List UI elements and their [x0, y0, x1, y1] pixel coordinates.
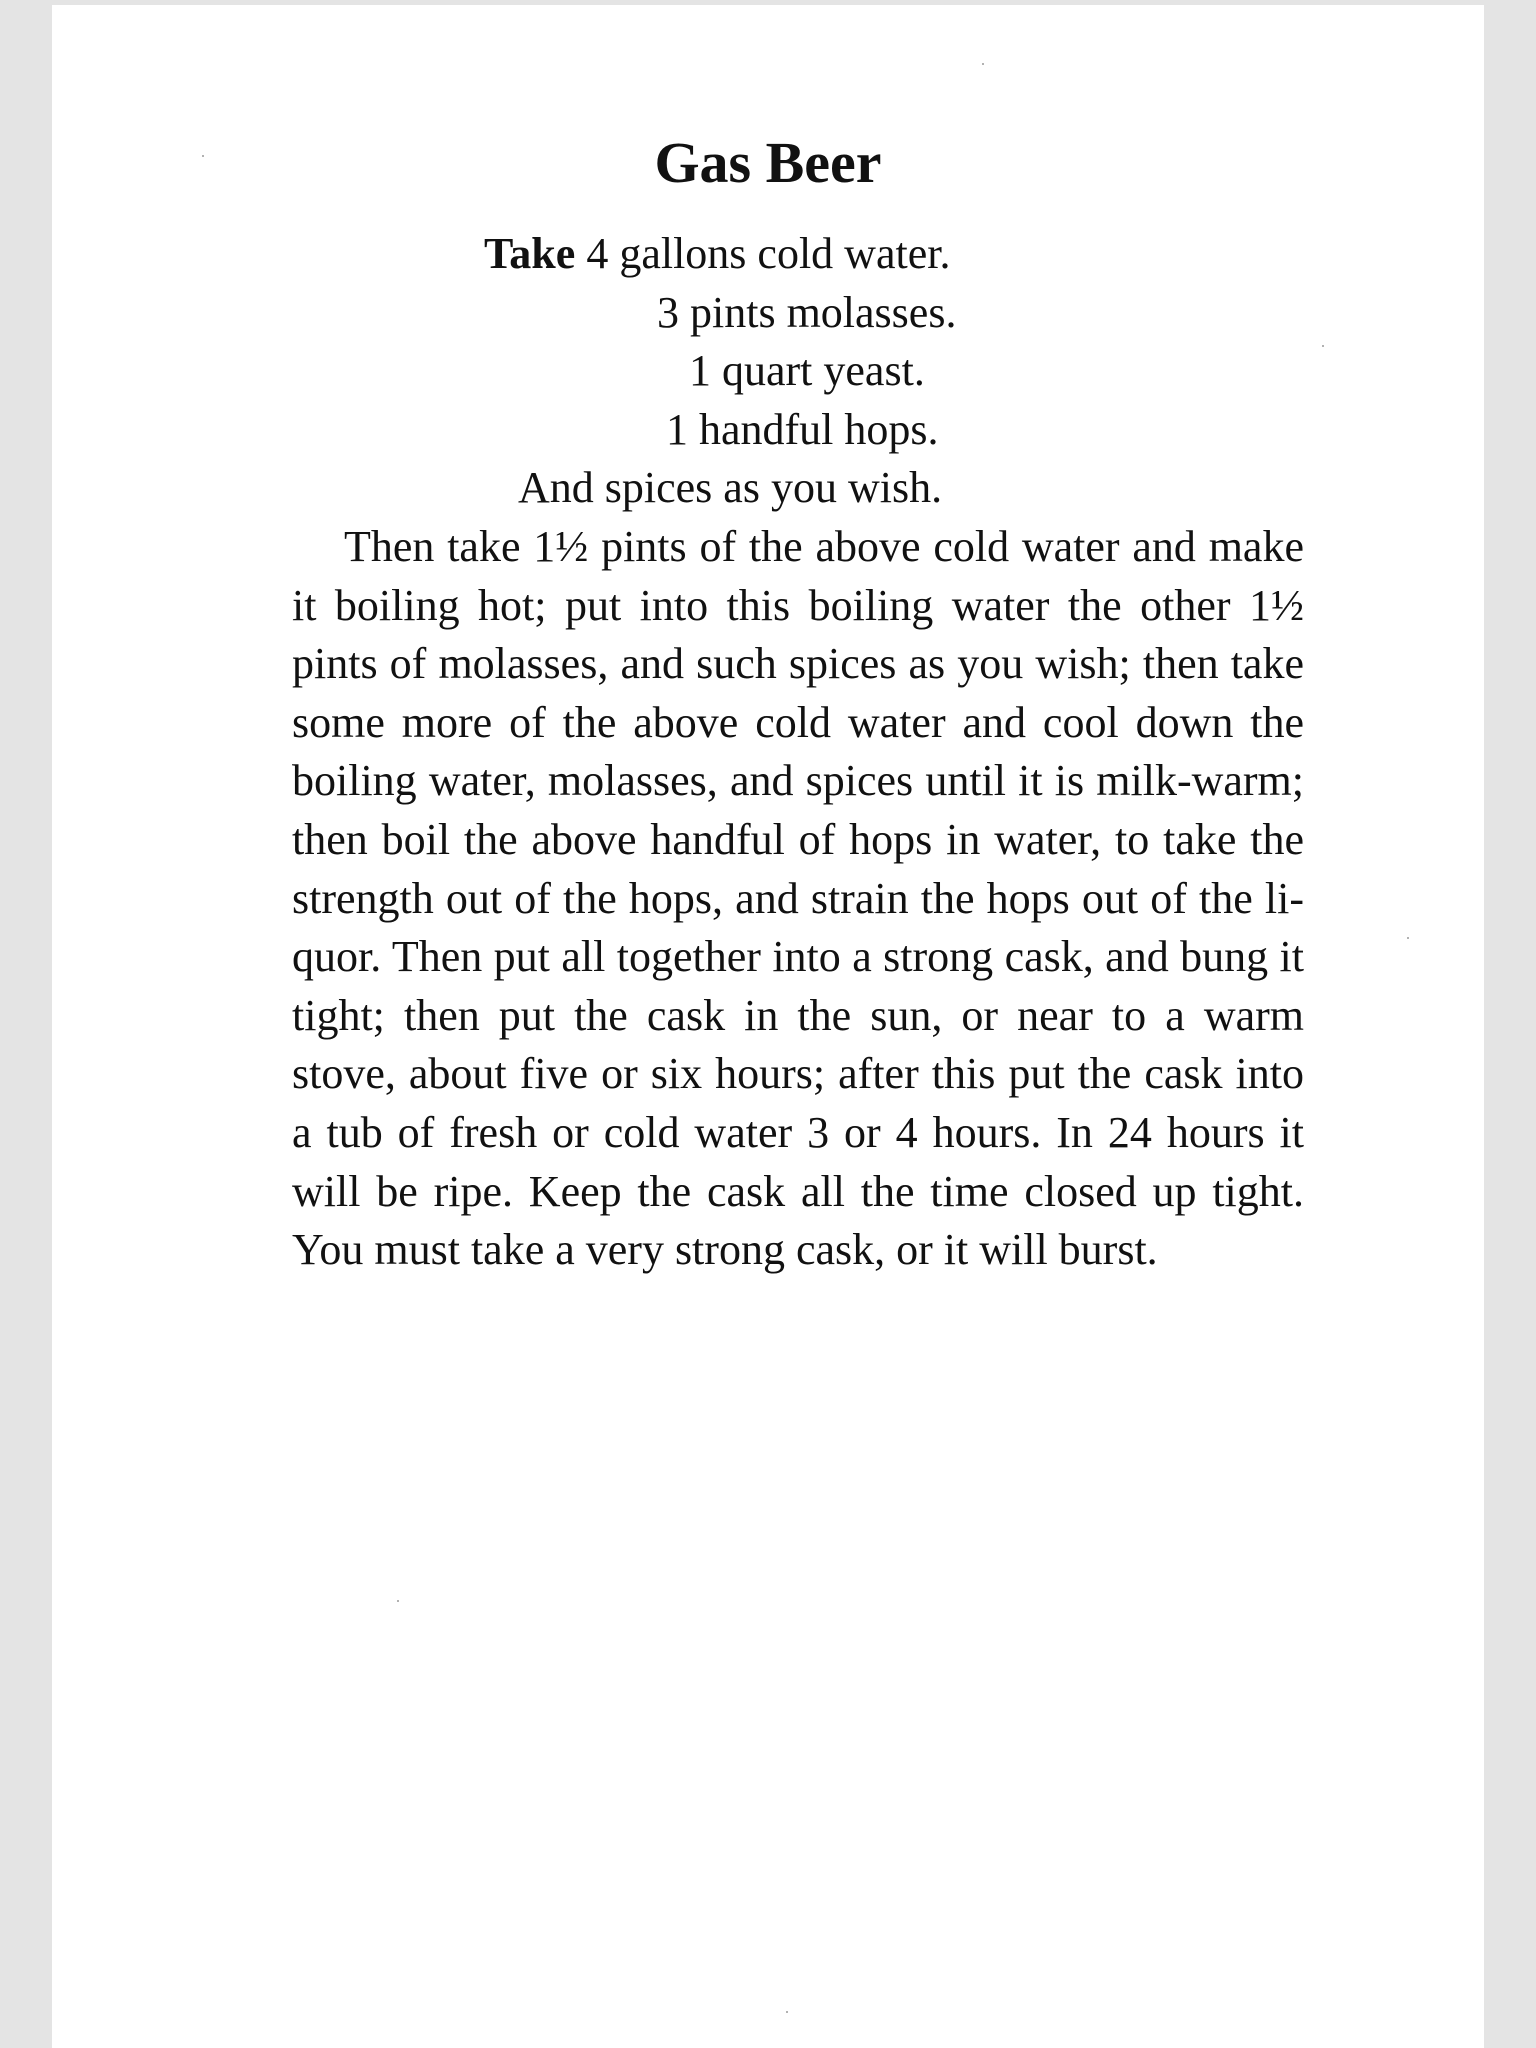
ingredient-line: 1 quart yeast. — [689, 346, 925, 395]
scan-speck — [786, 2011, 788, 2013]
ingredient-text: 4 gallons cold water. — [575, 229, 951, 278]
page-title: Gas Beer — [654, 130, 882, 195]
ingredient-line: 1 handful hops. — [666, 404, 939, 454]
scan-speck — [982, 63, 984, 65]
scan-speck — [1322, 345, 1324, 347]
ingredient-line: 3 pints molasses. — [657, 287, 957, 337]
document-page — [52, 5, 1484, 2048]
instructions-paragraph: Then take 1½ pints of the above cold water and make it boiling hot; put into this boiling water the other 1½ pints of molasses, and such spices as you wish; then take some more of the above cold water and cool down the boiling water, molasses, and spices until it is milk-warm; then boil the above handful of hops in water, to take the strength out of the hops, and strain the hops out of the liquor. Then put all together into a strong cask, and bung it tight; then put the cask in the sun, or near to a warm stove, about five or six hours; after this put the cask into a tub of fresh or cold water 3 or 4 hours. In 24 hours it will be ripe. Keep the cask all the time closed up tight. You must take a very strong cask, or it will burst. — [292, 522, 1304, 1275]
scan-speck — [202, 155, 204, 157]
lead-word: Take — [484, 229, 576, 278]
ingredient-line — [484, 225, 950, 284]
scan-speck — [397, 1600, 399, 1602]
ingredient-line: And spices as you wish. — [518, 463, 943, 512]
scan-speck — [1407, 937, 1409, 939]
